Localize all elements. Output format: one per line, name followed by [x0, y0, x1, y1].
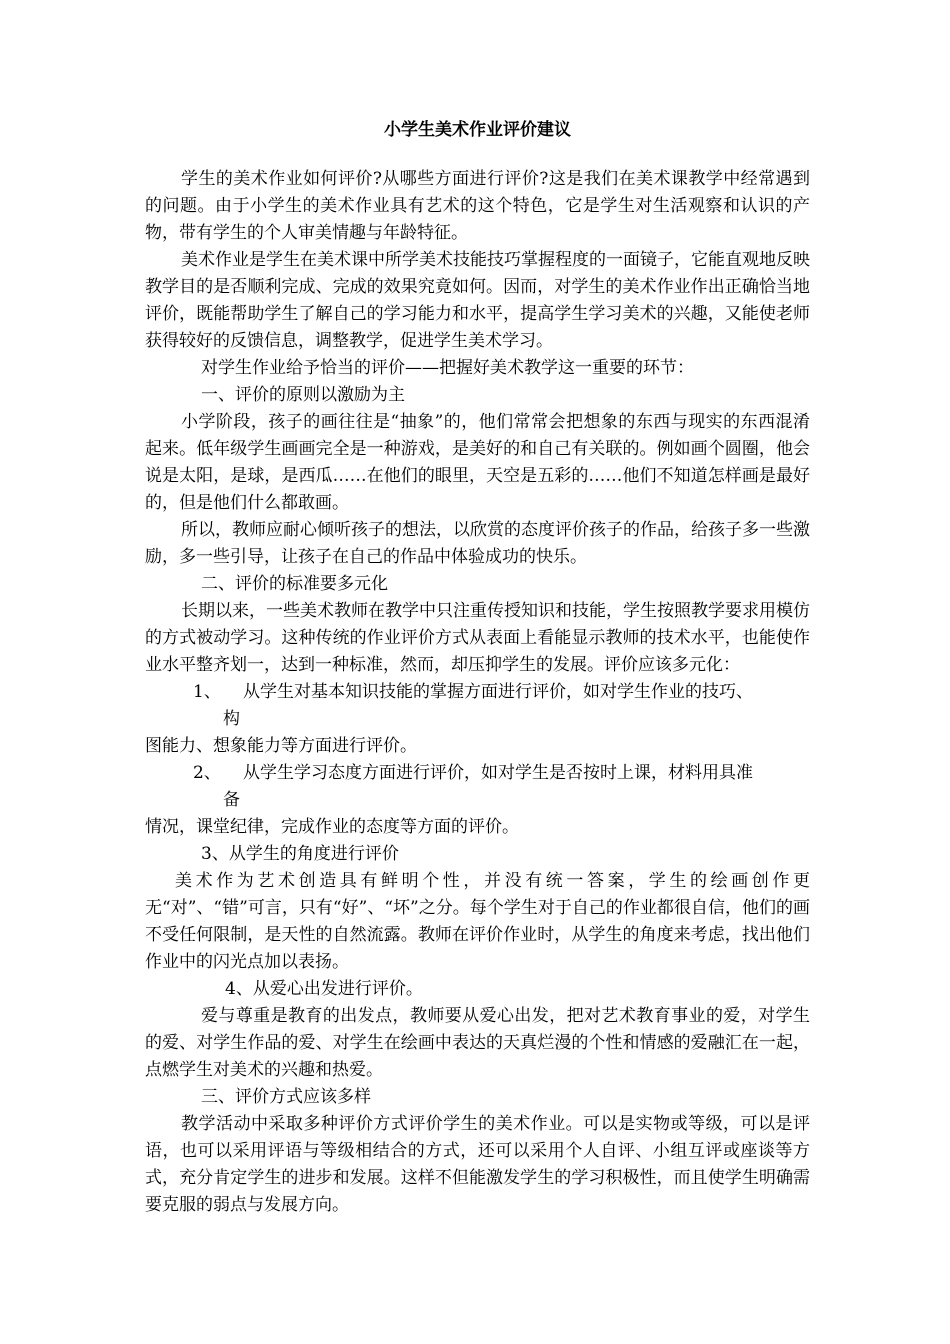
list-item-1: [145, 679, 810, 760]
list-item-1-text: 从学生对基本知识技能的掌握方面进行评价，如对学生作业的技巧、: [243, 682, 753, 702]
paragraph-mirror: 美术作业是学生在美术课中所学美术技能技巧掌握程度的一面镜子，它能直观地反映教学目的是否顺利完成、完成的效果究竟如何。因而，对学生的美术作业作出正确恰当地评价，既能帮助学生了解自己的学习能力和水平，提高学生学习美术的兴趣，又能使老师获得较好的反馈信息，调整教学，促进学生美术学习。: [145, 250, 810, 351]
document-title: 小学生美术作业评价建议: [384, 120, 571, 140]
list-number-1: 1、: [193, 682, 221, 702]
list-item-1-wrap: 构: [223, 709, 240, 729]
paragraph-abstract: 小学阶段，孩子的画往往是“抽象”的，他们常常会把想象的东西与现实的东西混淆起来。低年级学生画画完全是一种游戏，是美好的和自己有关联的。例如画个圆圈，他会说是太阳，是球，是西瓜……在他们的眼里，天空是五彩的……他们不知道怎样画是最好的，但是他们什么都敢画。: [145, 412, 810, 513]
list-item-2-continued: 情况，课堂纪律，完成作业的态度等方面的评价。: [145, 817, 519, 837]
list-item-1-continued: 图能力、想象能力等方面进行评价。: [145, 736, 417, 756]
list-item-4: 4、从爱心出发进行评价。: [225, 979, 423, 999]
heading-section-2: 二、评价的标准要多元化: [201, 574, 388, 594]
paragraph-methods: 教学活动中采取多种评价方式评价学生的美术作业。可以是实物或等级，可以是评语，也可以采用评语与等级相结合的方式，还可以采用个人自评、小组互评或座谈等方式，充分肯定学生的进步和发展。这样不但能激发学生的学习积极性，而且使学生明确需要克服的弱点与发展方向。: [145, 1114, 810, 1215]
heading-section-1: 一、评价的原则以激励为主: [201, 385, 405, 405]
heading-section-3: 三、评价方式应该多样: [201, 1087, 371, 1107]
paragraph-lead: 对学生作业给予恰当的评价——把握好美术教学这一重要的环节：: [201, 358, 694, 378]
paragraph-love: 爱与尊重是教育的出发点，教师要从爱心出发，把对艺术教育事业的爱，对学生的爱、对学生作品的爱、对学生在绘画中表达的天真烂漫的个性和情感的爱融汇在一起，点燃学生对美术的兴趣和热爱。: [145, 1006, 810, 1080]
paragraph-diversify: 长期以来，一些美术教师在教学中只注重传授知识和技能，学生按照教学要求用模仿的方式被动学习。这种传统的作业评价方式从表面上看能显示教师的技术水平，也能使作业水平整齐划一，达到一种标准，然而，却压抑学生的发展。评价应该多元化：: [145, 601, 810, 675]
document-page: [145, 118, 810, 1219]
list-number-2: 2、: [193, 763, 221, 783]
paragraph-perspective: 美术作为艺术创造具有鲜明个性，并没有统一答案，学生的绘画创作更无“对”、“错”可言，只有“好”、“坏”之分。每个学生对于自己的作业都很自信，他们的画不受任何限制，是天性的自然流露。教师在评价作业时，从学生的角度来考虑，找出他们作业中的闪光点加以表扬。: [145, 871, 810, 972]
paragraph-intro: 学生的美术作业如何评价?从哪些方面进行评价?这是我们在美术课教学中经常遇到的问题。由于小学生的美术作业具有艺术的这个特色，它是学生对生活观察和认识的产物，带有学生的个人审美情趣与年龄特征。: [145, 169, 810, 243]
list-item-2: [145, 760, 810, 841]
list-item-3: 3、从学生的角度进行评价: [201, 844, 399, 864]
list-item-2-wrap: 备: [223, 790, 240, 810]
paragraph-encourage: 所以，教师应耐心倾听孩子的想法，以欣赏的态度评价孩子的作品，给孩子多一些激励，多一些引导，让孩子在自己的作品中体验成功的快乐。: [145, 520, 810, 567]
list-item-2-text: 从学生学习态度方面进行评价，如对学生是否按时上课，材料用具准: [243, 763, 753, 783]
